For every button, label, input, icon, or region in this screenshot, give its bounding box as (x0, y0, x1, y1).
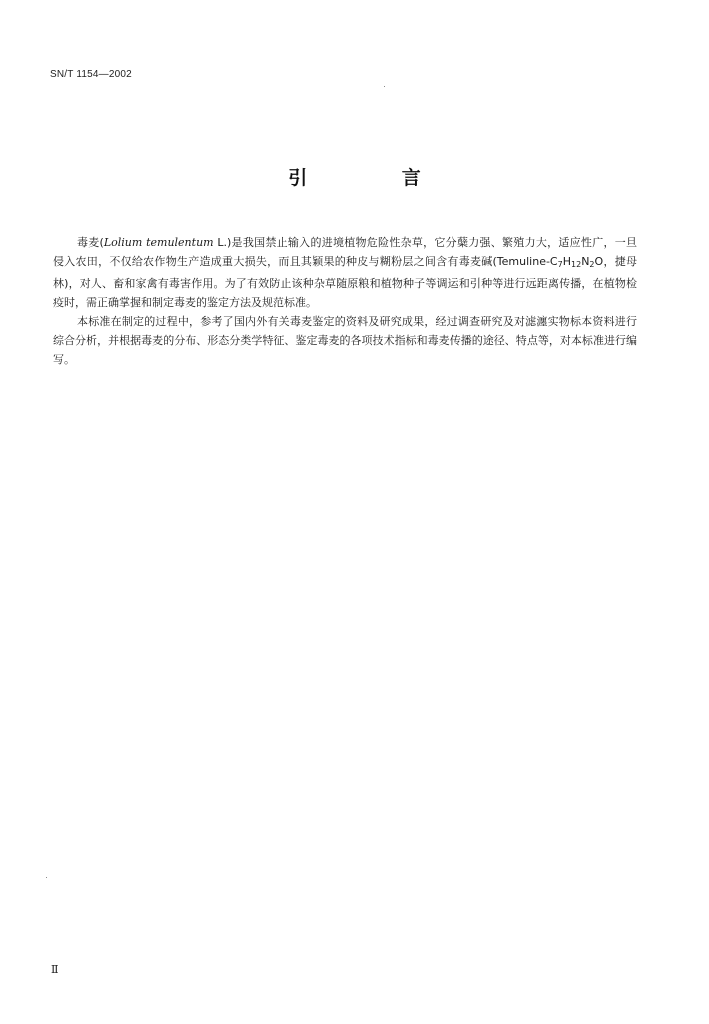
paragraph-1-part-2: L.)是我国禁止输入的进境植物危险性杂草，它分蘖力强、繁殖力大，适应性广，一旦侵入农田，不仅给农作物生产造成重大损失，而且其颖果的种皮与糊粉层之间含有毒麦碱(Temuline-C (53, 236, 638, 268)
page-number: Ⅱ (51, 963, 59, 976)
scan-speck (384, 86, 385, 87)
formula-element-h: H (562, 255, 571, 268)
paragraph-2: 本标准在制定的过程中，参考了国内外有关毒麦鉴定的资料及研究成果，经过调查研究及对滤瀍实物标本资料进行综合分析，并根据毒麦的分布、形态分类学特征、鉴定毒麦的各项技术指标和毒麦传播的途径、特点等，对本标准进行编写。 (53, 315, 637, 366)
formula-subscript-h: 12 (571, 260, 582, 269)
standard-code: SN/T 1154—2002 (50, 69, 132, 80)
formula-element-n: N (581, 255, 590, 268)
formula-subscript-c: 7 (557, 260, 563, 269)
paragraph-1 (53, 233, 637, 312)
paragraph-1-part-1: 毒麦( (77, 236, 104, 249)
page-title: 引 言 (288, 167, 465, 189)
body-text (53, 233, 637, 369)
paragraph-1-part-3: O，捷母林)，对人、畜和家禽有毒害作用。为了有效防止该种杂草随原粮和植物种子等调运和引种等进行远距离传播，在植物检疫时，需正确掌握和制定毒麦的鉴定方法及规范标准。 (53, 255, 637, 309)
scan-speck (46, 877, 47, 878)
formula-subscript-n: 2 (589, 260, 595, 269)
latin-species-name: Lolium temulentum (103, 236, 214, 249)
